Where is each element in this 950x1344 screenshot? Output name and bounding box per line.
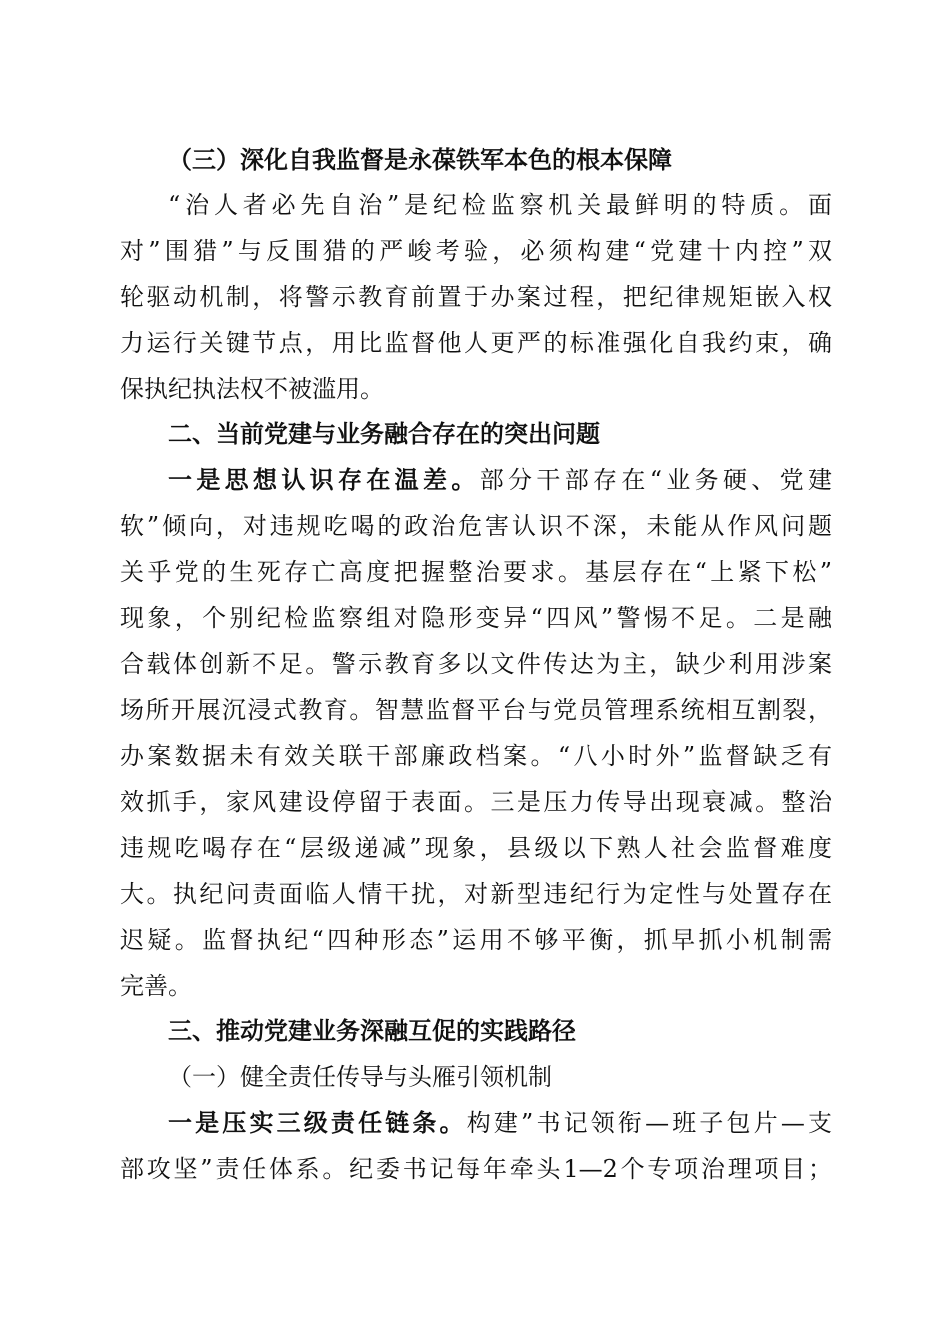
paragraph-line: 办案数据未有效关联干部廉政档案。“八小时外”监督缺乏有 — [120, 742, 832, 770]
paragraph-line: 迟疑。监督执纪“四种形态”运用不够平衡，抓早抓小机制需 — [120, 926, 832, 954]
paragraph-line — [168, 465, 832, 495]
paragraph-line: 效抓手，家风建设停留于表面。三是压力传导出现衰减。整治 — [120, 788, 832, 816]
paragraph-line: 完善。 — [120, 972, 192, 1000]
paragraph-line: 轮驱动机制，将警示教育前置于办案过程，把纪律规矩嵌入权 — [120, 283, 832, 311]
paragraph-line: 大。执纪问责面临人情干扰，对新型违纪行为定性与处置存在 — [120, 880, 832, 908]
paragraph-line: 软”倾向，对违规吃喝的政治危害认识不深，未能从作风问题 — [120, 512, 832, 540]
paragraph-line: 违规吃喝存在“层级递减”现象，县级以下熟人社会监督难度 — [120, 834, 832, 862]
paragraph-line: 对”围猎”与反围猎的严峻考验，必须构建“党建十内控”双 — [120, 237, 832, 265]
subsection-heading: （一）健全责任传导与头雁引领机制 — [168, 1063, 552, 1091]
section-2-heading: 二、当前党建与业务融合存在的突出问题 — [168, 420, 600, 448]
point-lead: 一是思想认识存在温差。 — [168, 465, 480, 494]
paragraph-line: 现象，个别纪检监察组对隐形变异“四风”警惕不足。二是融 — [120, 604, 832, 632]
point-text: 部分干部存在“业务硬、党建 — [479, 466, 832, 494]
paragraph-line: 关乎党的生死存亡高度把握整治要求。基层存在“上紧下松” — [120, 558, 832, 586]
paragraph-line — [168, 1108, 832, 1138]
paragraph-line: 场所开展沉浸式教育。智慧监督平台与党员管理系统相互割裂， — [120, 696, 832, 724]
paragraph-line: 部攻坚”责任体系。纪委书记每年牵头1—2个专项治理项目； — [120, 1155, 832, 1183]
section-3-heading: （三）深化自我监督是永葆铁军本色的根本保障 — [168, 146, 672, 174]
paragraph-line: 保执纪执法权不被滥用。 — [120, 375, 384, 403]
point-lead: 一是压实三级责任链条。 — [168, 1108, 467, 1137]
point-text: 构建”书记领衔—班子包片—支 — [466, 1109, 833, 1137]
paragraph-line: 合载体创新不足。警示教育多以文件传达为主，缺少利用涉案 — [120, 650, 832, 678]
section-3-main-heading: 三、推动党建业务深融互促的实践路径 — [168, 1017, 576, 1045]
paragraph-line: “治人者必先自治”是纪检监察机关最鲜明的特质。面 — [168, 191, 832, 219]
paragraph-line: 力运行关键节点，用比监督他人更严的标准强化自我约束，确 — [120, 329, 832, 357]
